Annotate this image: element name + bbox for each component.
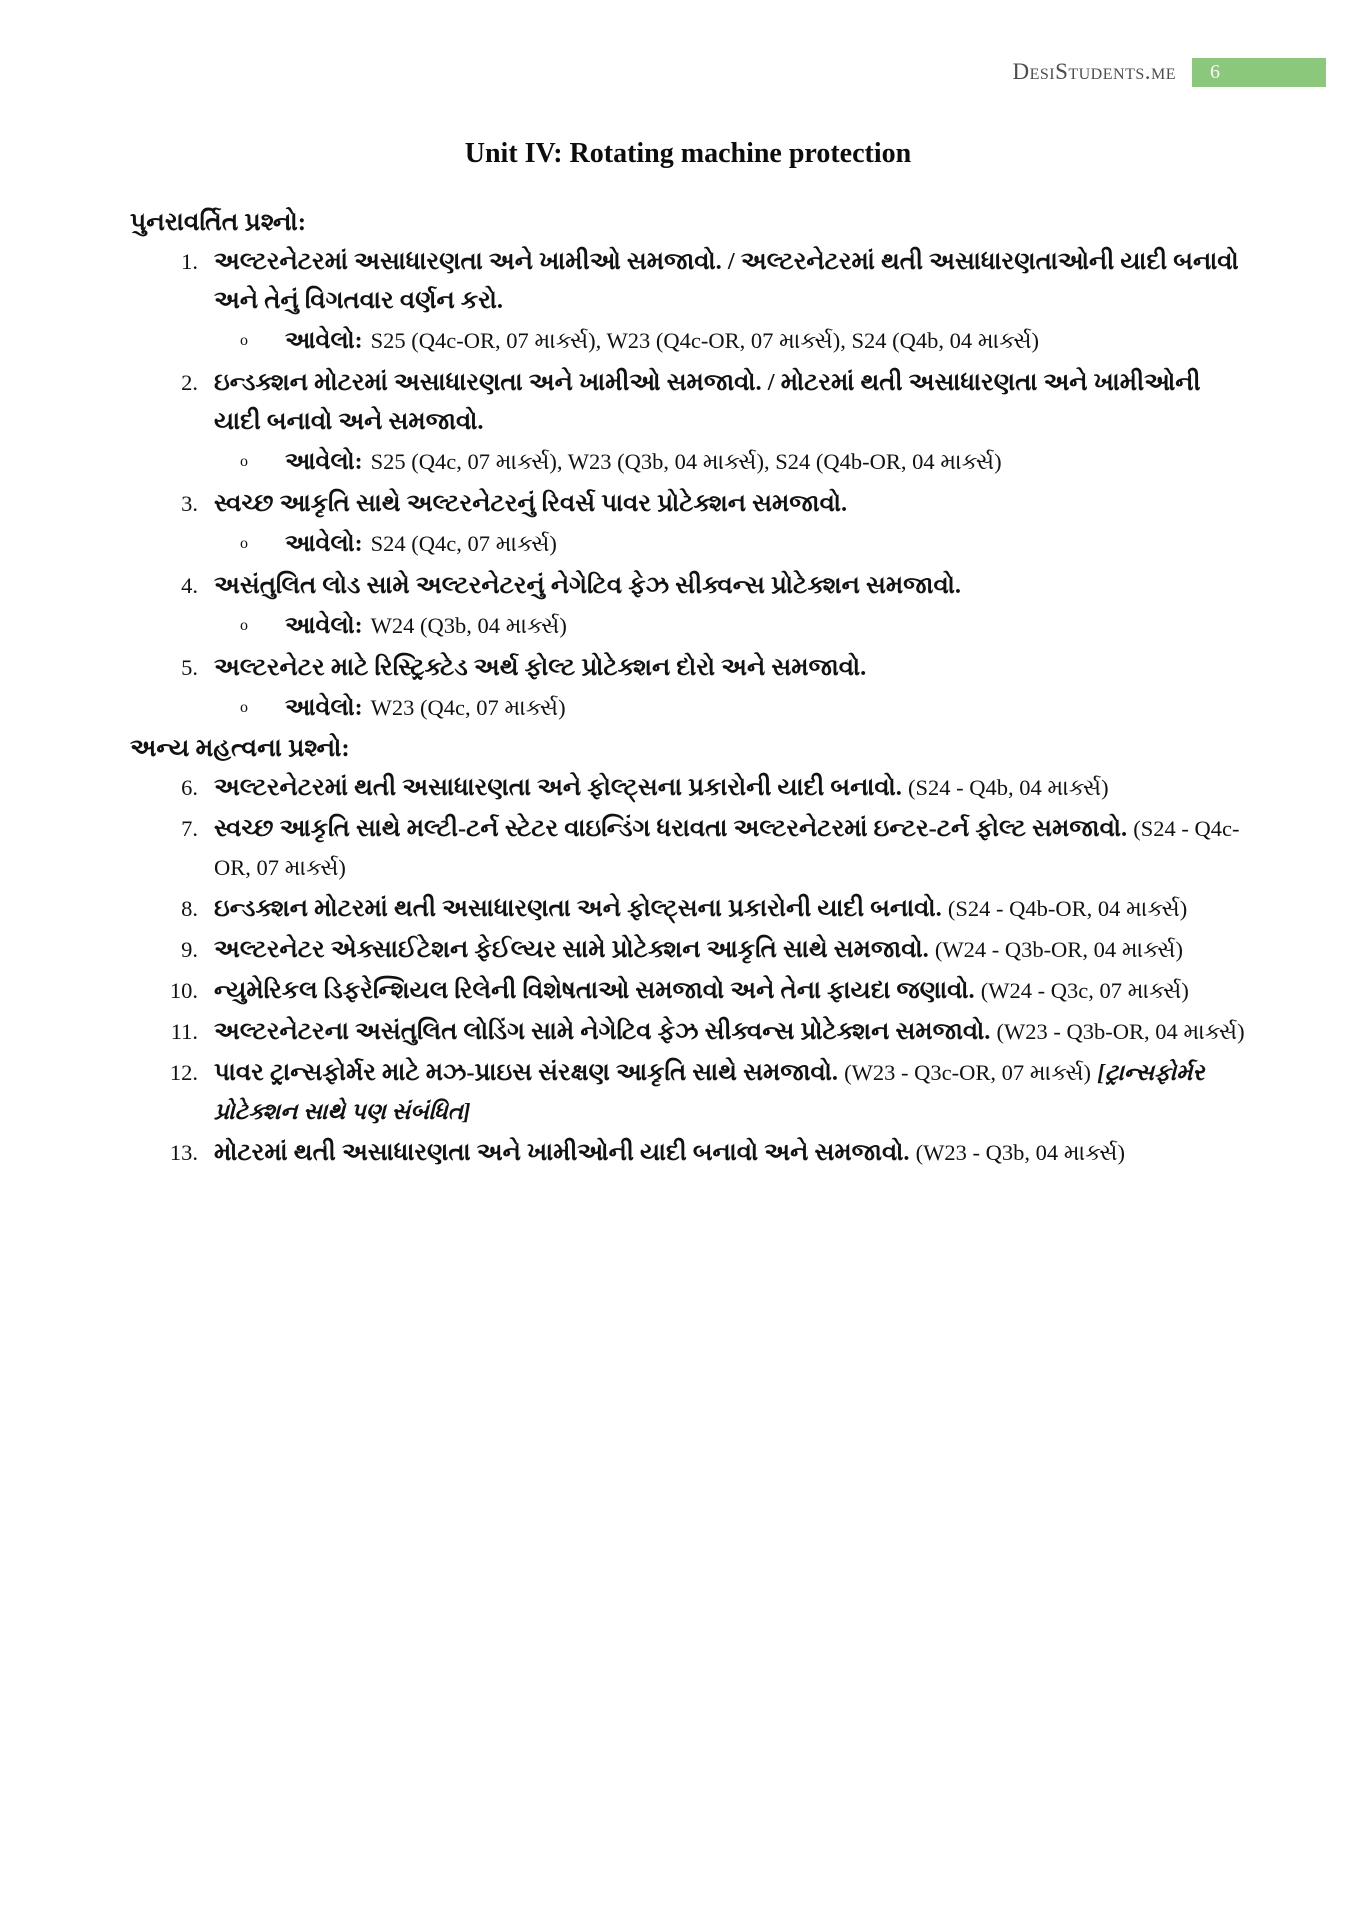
question-sections bbox=[130, 204, 1246, 1172]
question-text: અલ્ટરનેટર એક્સાઈટેશન ફેઈલ્યર સામે પ્રોટેક્શન આકૃતિ સાથે સમજાવો. bbox=[214, 936, 929, 963]
question-item bbox=[150, 484, 1246, 523]
question-text: સ્વચ્છ આકૃતિ સાથે અલ્ટરનેટરનું રિવર્સ પાવર પ્રોટેક્શન સમજાવો. bbox=[214, 490, 848, 517]
question-body bbox=[214, 1012, 1246, 1051]
circle-bullet-icon: o bbox=[240, 617, 248, 634]
appeared-exams: S24 (Q4c, 07 માર્ક્સ) bbox=[370, 531, 557, 556]
page-title: Unit IV: Rotating machine protection bbox=[464, 138, 912, 169]
appeared-label: આવેલો: bbox=[285, 328, 363, 354]
question-body bbox=[214, 971, 1246, 1010]
question-body bbox=[214, 889, 1246, 928]
exam-reference: (S24 - Q4b-OR, 04 માર્ક્સ) bbox=[947, 896, 1188, 921]
question-text: અલ્ટરનેટરના અસંતુલિત લોડિંગ સામે નેગેટિવ ફેઝ સીક્વન્સ પ્રોટેક્શન સમજાવો. bbox=[214, 1018, 991, 1045]
question-number: 10. bbox=[169, 978, 198, 1003]
appeared-label: આવેલો: bbox=[285, 695, 363, 721]
question-body bbox=[214, 242, 1246, 320]
page-header bbox=[0, 57, 1326, 87]
circle-bullet-icon: o bbox=[240, 535, 248, 552]
appeared-in-row bbox=[238, 443, 1246, 481]
question-number: 6. bbox=[181, 775, 198, 800]
question-item bbox=[150, 971, 1246, 1010]
question-number: 9. bbox=[181, 937, 198, 962]
question-number: 2. bbox=[181, 370, 198, 395]
appeared-label: આવેલો: bbox=[285, 449, 363, 475]
question-text: સ્વચ્છ આકૃતિ સાથે મલ્ટી-ટર્ન સ્ટેટર વાઇન્ડિંગ ધરાવતા અલ્ટરનેટરમાં ઇન્ટર-ટર્ન ફોલ્ટ સમજાવો. bbox=[214, 815, 1128, 842]
question-body bbox=[214, 768, 1246, 807]
question-item bbox=[150, 1012, 1246, 1051]
question-number: 8. bbox=[181, 896, 198, 921]
question-item bbox=[150, 889, 1246, 928]
exam-reference: (S24 - Q4c-OR, 07 માર્ક્સ) bbox=[214, 816, 1240, 880]
question-number: 1. bbox=[181, 249, 198, 274]
exam-reference: (W24 - Q3b-OR, 04 માર્ક્સ) bbox=[934, 937, 1183, 962]
circle-bullet-icon: o bbox=[240, 332, 248, 349]
question-section bbox=[130, 204, 1246, 727]
question-body bbox=[214, 363, 1246, 441]
question-item bbox=[150, 930, 1246, 969]
appeared-exams: S25 (Q4c-OR, 07 માર્ક્સ), W23 (Q4c-OR, 07 માર્ક્સ), S24 (Q4b, 04 માર્ક્સ) bbox=[370, 328, 1040, 353]
section-heading: પુનરાવર્તિત પ્રશ્નો: bbox=[130, 209, 307, 236]
appeared-in-row bbox=[238, 689, 1246, 727]
appeared-exams: W23 (Q4c, 07 માર્ક્સ) bbox=[370, 695, 566, 720]
question-text: અસંતુલિત લોડ સામે અલ્ટરનેટરનું નેગેટિવ ફેઝ સીક્વન્સ પ્રોટેક્શન સમજાવો. bbox=[214, 572, 961, 599]
exam-reference: (W24 - Q3c, 07 માર્ક્સ) bbox=[980, 978, 1189, 1003]
appeared-label: આવેલો: bbox=[285, 531, 363, 557]
question-item bbox=[150, 363, 1246, 441]
question-body bbox=[214, 648, 1246, 687]
question-text: મોટરમાં થતી અસાધારણતા અને ખામીઓની યાદી બનાવો અને સમજાવો. bbox=[214, 1139, 910, 1166]
question-body bbox=[214, 930, 1246, 969]
question-section bbox=[130, 730, 1246, 1172]
circle-bullet-icon: o bbox=[240, 699, 248, 716]
question-number: 3. bbox=[181, 491, 198, 516]
appeared-exams: S25 (Q4c, 07 માર્ક્સ), W23 (Q3b, 04 માર્ક્સ), S24 (Q4b-OR, 04 માર્ક્સ) bbox=[370, 449, 1002, 474]
question-item bbox=[150, 648, 1246, 687]
question-number: 13. bbox=[169, 1140, 198, 1165]
exam-reference: (W23 - Q3c-OR, 07 માર્ક્સ) bbox=[844, 1060, 1092, 1085]
section-heading: અન્ય મહત્વના પ્રશ્નો: bbox=[130, 735, 350, 762]
question-text: અલ્ટરનેટરમાં થતી અસાધારણતા અને ફોલ્ટ્સના પ્રકારોની યાદી બનાવો. bbox=[214, 774, 902, 801]
question-text: પાવર ટ્રાન્સફોર્મર માટે મઝ-પ્રાઇસ સંરક્ષણ આકૃતિ સાથે સમજાવો. bbox=[214, 1059, 839, 1086]
question-number: 4. bbox=[181, 573, 198, 598]
question-text: ઇન્ડક્શન મોટરમાં થતી અસાધારણતા અને ફોલ્ટ્સના પ્રકારોની યાદી બનાવો. bbox=[214, 895, 942, 922]
site-name: DesiStudents.me bbox=[1012, 59, 1176, 84]
question-number: 7. bbox=[181, 816, 198, 841]
appeared-label: આવેલો: bbox=[285, 613, 363, 639]
question-item bbox=[150, 809, 1246, 887]
question-number: 5. bbox=[181, 655, 198, 680]
appeared-in-row bbox=[238, 525, 1246, 563]
question-body bbox=[214, 566, 1246, 605]
appeared-exams: W24 (Q3b, 04 માર્ક્સ) bbox=[370, 613, 567, 638]
related-topic-note: [ટ્રાન્સફોર્મર પ્રોટેક્શન સાથે પણ સંબંધિત] bbox=[214, 1060, 1205, 1124]
appeared-in-row bbox=[238, 607, 1246, 645]
question-item bbox=[150, 1053, 1246, 1131]
question-body bbox=[214, 809, 1246, 887]
exam-reference: (W23 - Q3b, 04 માર્ક્સ) bbox=[915, 1140, 1125, 1165]
exam-reference: (W23 - Q3b-OR, 04 માર્ક્સ) bbox=[996, 1019, 1245, 1044]
appeared-in-row bbox=[238, 322, 1246, 360]
question-item bbox=[150, 1133, 1246, 1172]
question-item bbox=[150, 566, 1246, 605]
question-text: અલ્ટરનેટર માટે રિસ્ટ્રિક્ટેડ અર્થ ફોલ્ટ પ્રોટેક્શન દોરો અને સમજાવો. bbox=[214, 654, 867, 681]
question-body bbox=[214, 1133, 1246, 1172]
page-number: 6 bbox=[1210, 60, 1220, 83]
question-number: 12. bbox=[169, 1060, 198, 1085]
question-item bbox=[150, 768, 1246, 807]
question-body bbox=[214, 484, 1246, 523]
question-text: ન્યુમેરિકલ ડિફરેન્શિયલ રિલેની વિશેષતાઓ સમજાવો અને તેના ફાયદા જણાવો. bbox=[214, 977, 975, 1004]
page-number-badge bbox=[1192, 58, 1326, 87]
question-text: ઇન્ડક્શન મોટરમાં અસાધારણતા અને ખામીઓ સમજાવો. / મોટરમાં થતી અસાધારણતા અને ખામીઓની યાદી બનાવો અને સમજાવો. bbox=[214, 369, 1201, 435]
circle-bullet-icon: o bbox=[240, 453, 248, 470]
question-text: અલ્ટરનેટરમાં અસાધારણતા અને ખામીઓ સમજાવો. / અલ્ટરનેટરમાં થતી અસાધારણતાઓની યાદી બનાવો અને તેનું વિગતવાર વર્ણન કરો. bbox=[214, 248, 1239, 314]
question-number: 11. bbox=[170, 1019, 198, 1044]
exam-reference: (S24 - Q4b, 04 માર્ક્સ) bbox=[907, 775, 1109, 800]
question-body bbox=[214, 1053, 1246, 1131]
question-item bbox=[150, 242, 1246, 320]
